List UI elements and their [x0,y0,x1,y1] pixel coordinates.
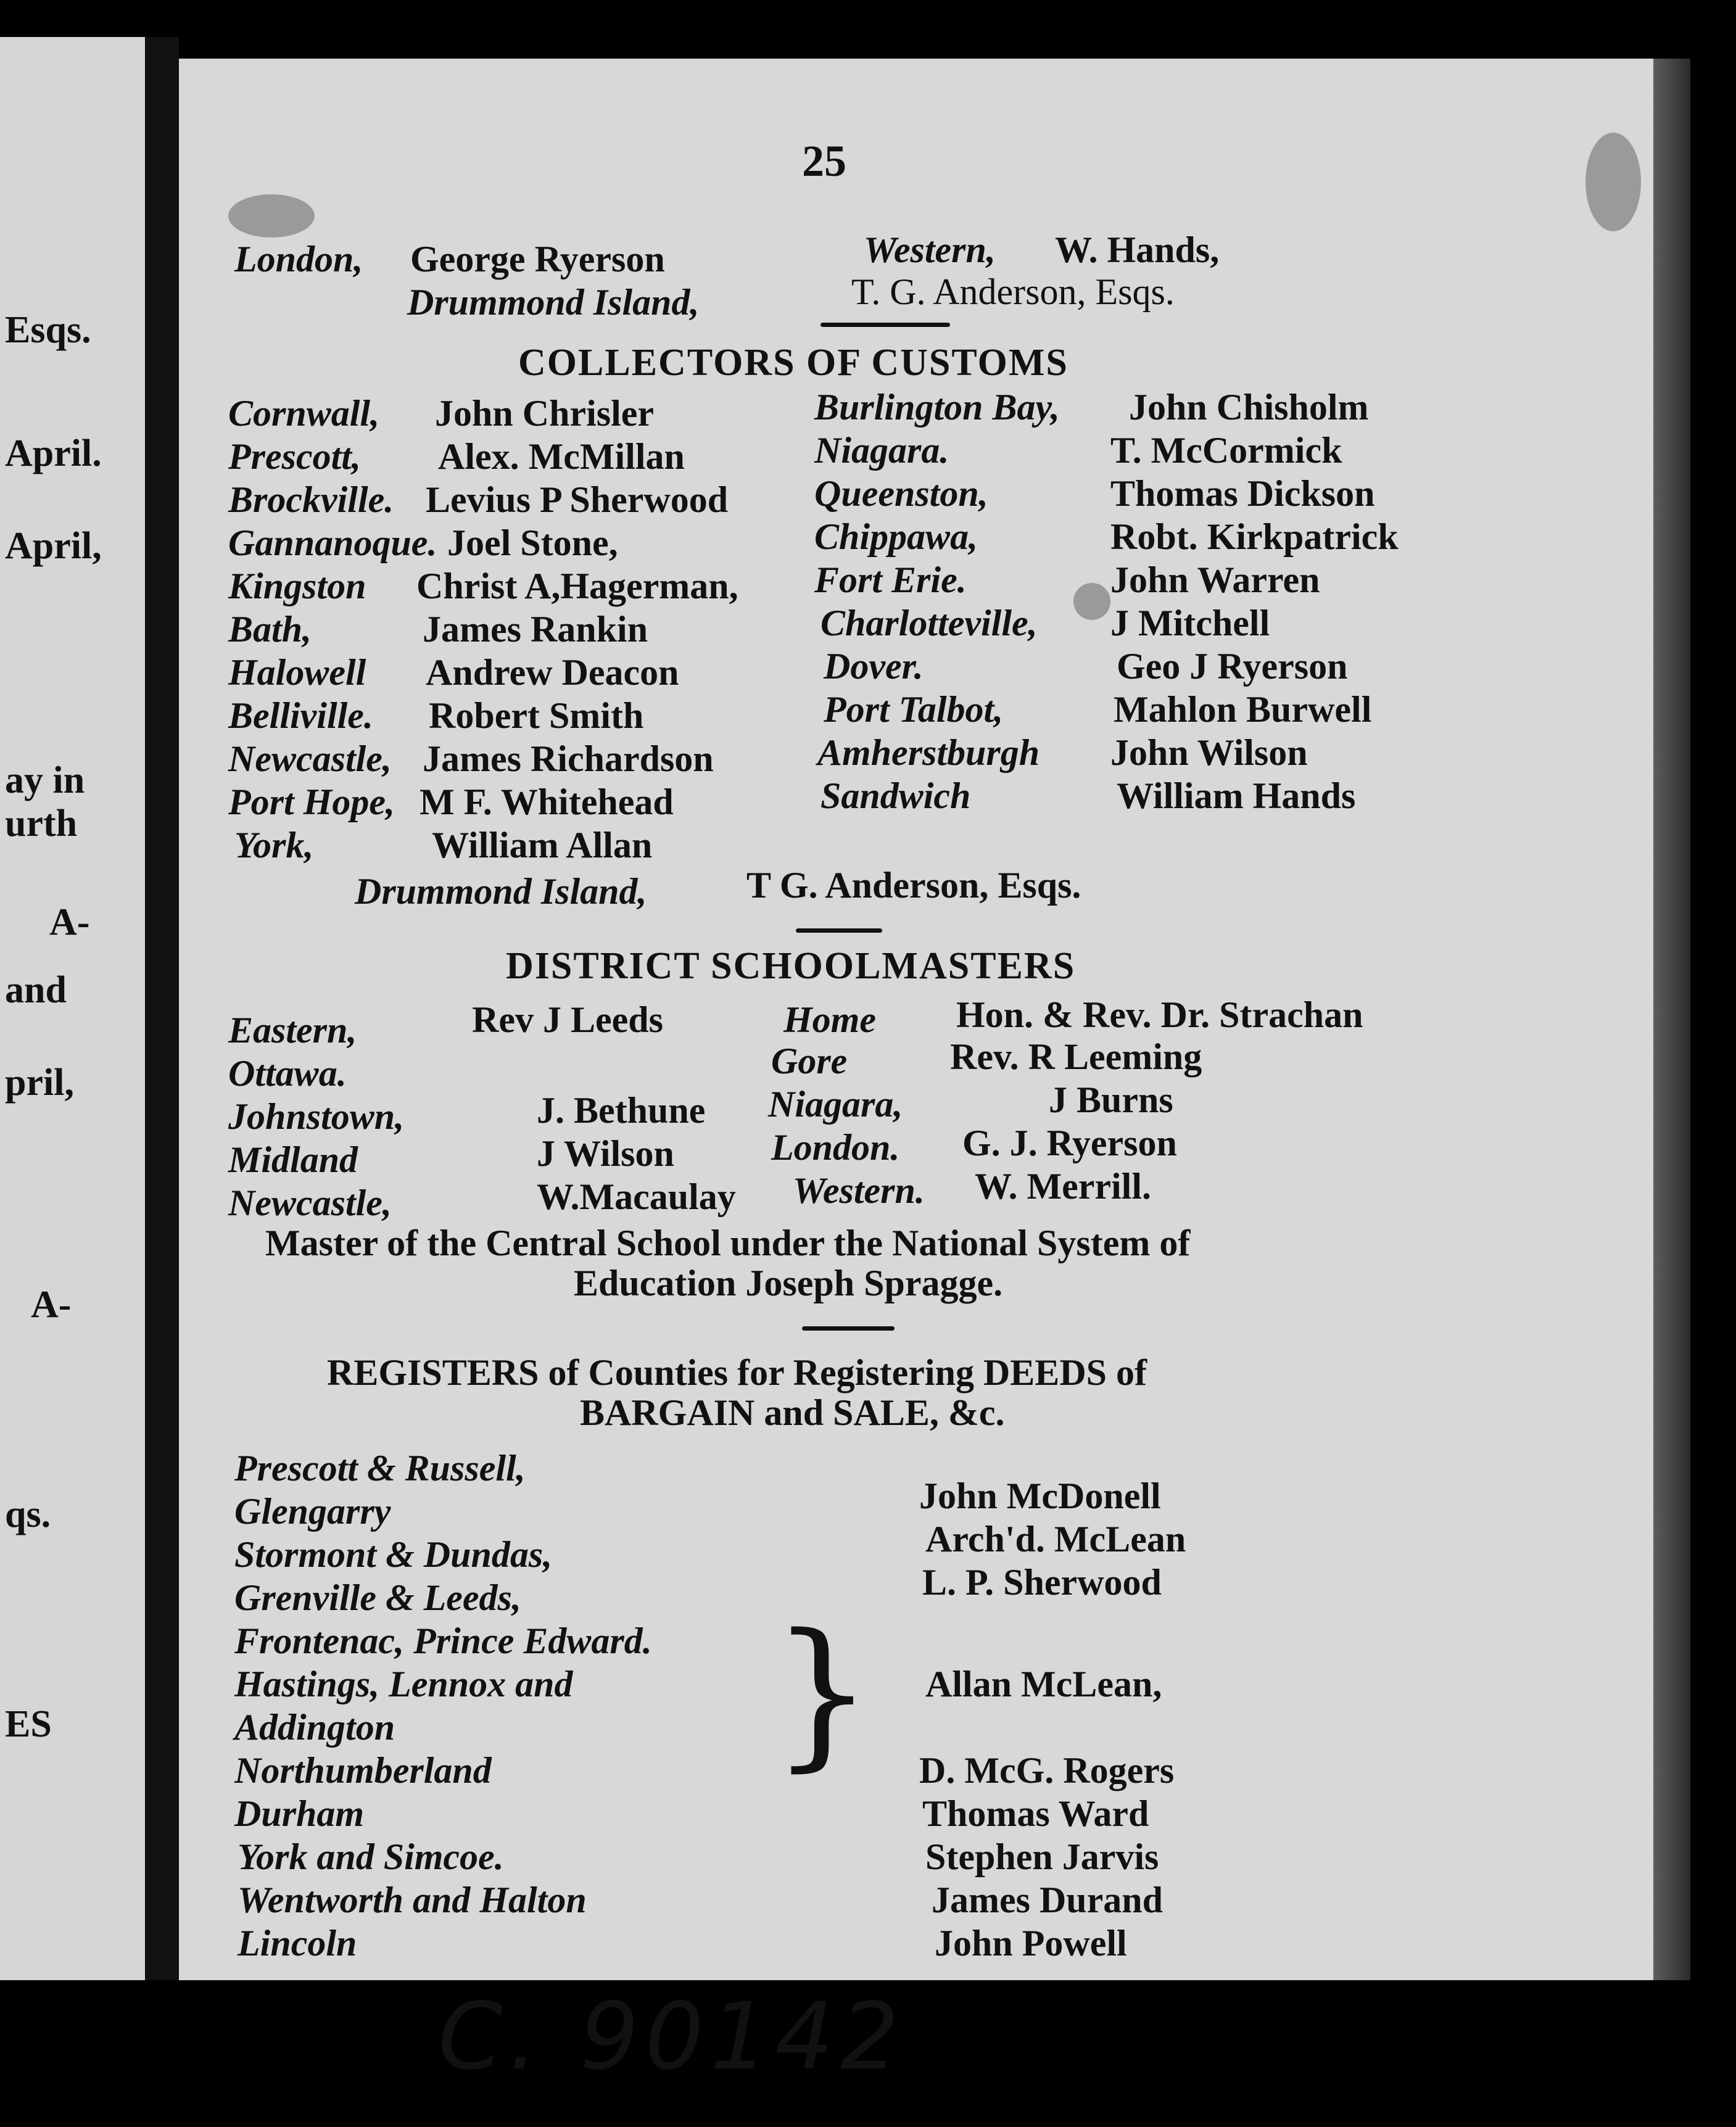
register-county: Wentworth and Halton [238,1880,587,1920]
archive-reference-handwritten: C. 90142 [438,1983,906,2091]
register-name: Stephen Jarvis [925,1836,1159,1877]
register-name: John McDonell [919,1476,1161,1516]
collector-place: Cornwall, [228,393,380,434]
collector-name: Andrew Deacon [426,652,679,693]
school-district: Ottawa. [228,1053,347,1094]
margin-fragment: pril, [5,1062,74,1104]
collector-place: Prescott, [228,436,361,477]
register-county: York and Simcoe. [238,1836,504,1877]
schoolmaster-name: J Burns [1049,1080,1173,1120]
collector-name: William Allan [432,825,653,865]
schoolmaster-name: J. Bethune [537,1090,706,1131]
collector-place: Brockville. [228,479,394,520]
school-district: Gore [771,1041,848,1081]
school-district: Johnstown, [228,1096,405,1137]
collector-name: Alex. McMillan [438,436,685,477]
book-gutter [145,37,179,1980]
register-county: Grenville & Leeds, [234,1577,521,1618]
register-name: Allan McLean, [925,1664,1162,1704]
collector-place: Amherstburgh [817,732,1040,773]
collector-place: York, [234,825,314,865]
central-school-note: Education Joseph Spragge. [574,1263,1003,1303]
register-name: Thomas Ward [922,1793,1149,1834]
collector-name: John Warren [1110,560,1320,600]
page-number: 25 [802,136,846,186]
register-county: Durham [234,1793,365,1834]
schoolmaster-name: Rev J Leeds [472,999,663,1040]
register-name: D. McG. Rogers [919,1750,1175,1791]
facing-page-fragment [0,37,145,1980]
register-name: Arch'd. McLean [925,1519,1186,1559]
top-place: London, [234,239,363,279]
central-school-note: Master of the Central School under the National System of [265,1223,1191,1263]
school-district: Newcastle, [228,1183,392,1223]
collector-place: Newcastle, [228,738,392,779]
register-county: Frontenac, Prince Edward. [234,1621,652,1661]
collector-place: Port Talbot, [824,689,1004,730]
collector-name: Mahlon Burwell [1114,689,1372,730]
collector-place: Bath, [228,609,312,650]
margin-fragment: urth [5,803,78,845]
register-name: John Powell [935,1923,1127,1964]
collector-place: Chippawa, [814,516,978,557]
ink-stain [1585,133,1641,231]
margin-fragment: A- [49,901,90,943]
section-rule [820,323,950,327]
collector-name: Geo J Ryerson [1117,646,1348,687]
register-county: Prescott & Russell, [234,1448,526,1489]
register-county: Hastings, Lennox and [234,1664,573,1704]
collector-name: John Chrisler [435,393,655,434]
collector-name: William Hands [1117,775,1356,816]
school-district: Western. [793,1170,925,1211]
collector-place: Burlington Bay, [814,387,1060,427]
collector-name: Levius P Sherwood [426,479,729,520]
top-name: W. Hands, [1055,229,1220,270]
margin-fragment: Esqs. [5,309,91,351]
collector-name: Christ A,Hagerman, [416,566,738,606]
collector-name: James Rankin [423,609,648,650]
section-heading-collectors: COLLECTORS OF CUSTOMS [518,342,1068,384]
school-district: Eastern, [228,1010,357,1051]
collector-place: Gannanoque. [228,522,437,563]
top-place: Drummond Island, [407,282,700,323]
top-place: Western, [864,229,996,270]
margin-fragment: A- [31,1284,72,1326]
section-heading-registers: REGISTERS of Counties for Registering DEEDS of [327,1352,1147,1393]
schoolmaster-name: W.Macaulay [537,1176,736,1217]
collector-name: Robt. Kirkpatrick [1110,516,1399,557]
school-district: Home [783,999,876,1040]
school-district: Niagara, [768,1084,903,1125]
register-county: Northumberland [234,1750,492,1791]
schoolmaster-name: Rev. R Leeming [950,1036,1202,1077]
collector-place: Charlotteville, [820,603,1038,643]
collector-place: Niagara. [814,430,949,471]
register-name: L. P. Sherwood [922,1562,1162,1603]
schoolmaster-name: J Wilson [537,1133,674,1174]
margin-fragment: ay in [5,759,85,801]
top-name: T. G. Anderson, Esqs. [851,271,1175,312]
collector-name: James Richardson [423,738,714,779]
section-heading-schoolmasters: DISTRICT SCHOOLMASTERS [506,945,1076,987]
ink-stain [1073,583,1110,620]
collector-place: Belliville. [228,695,373,736]
collector-name: John Chisholm [1129,387,1369,427]
section-rule [796,928,882,933]
section-rule [802,1326,895,1331]
collector-place: Kingston [228,566,366,606]
collector-place: Queenston, [814,473,988,514]
ink-stain [228,194,315,237]
top-name: George Ryerson [410,239,665,279]
register-county: Addington [234,1707,395,1748]
book-page [179,59,1653,2091]
schoolmaster-name: W. Merrill. [975,1166,1152,1207]
register-county: Stormont & Dundas, [234,1534,553,1575]
collector-name: John Wilson [1110,732,1308,773]
section-heading-registers: BARGAIN and SALE, &c. [580,1392,1005,1433]
collector-name: Joel Stone, [447,522,618,563]
schoolmaster-name: G. J. Ryerson [962,1123,1177,1163]
collector-place: Drummond Island, [355,871,647,912]
school-district: London. [771,1127,900,1168]
collector-place: Halowell [228,652,366,693]
margin-fragment: qs. [5,1493,51,1535]
margin-fragment: and [5,969,67,1011]
schoolmaster-name: Hon. & Rev. Dr. Strachan [956,994,1363,1035]
collector-name: Robert Smith [429,695,644,736]
collector-name: J Mitchell [1110,603,1270,643]
collector-place: Fort Erie. [814,560,967,600]
register-name: James Durand [932,1880,1164,1920]
register-county: Glengarry [234,1491,391,1532]
collector-place: Sandwich [820,775,971,816]
school-district: Midland [228,1139,358,1180]
margin-fragment: April. [5,432,102,474]
register-county: Lincoln [238,1923,357,1964]
collector-name: T G. Anderson, Esqs. [746,865,1081,906]
margin-fragment: April, [5,525,102,567]
collector-place: Dover. [824,646,924,687]
collector-name: Thomas Dickson [1110,473,1375,514]
collector-name: M F. Whitehead [420,782,674,822]
collector-place: Port Hope, [228,782,395,822]
collector-name: T. McCormick [1110,430,1342,471]
margin-fragment: ES [5,1703,52,1745]
brace-symbol: } [771,1600,874,1786]
